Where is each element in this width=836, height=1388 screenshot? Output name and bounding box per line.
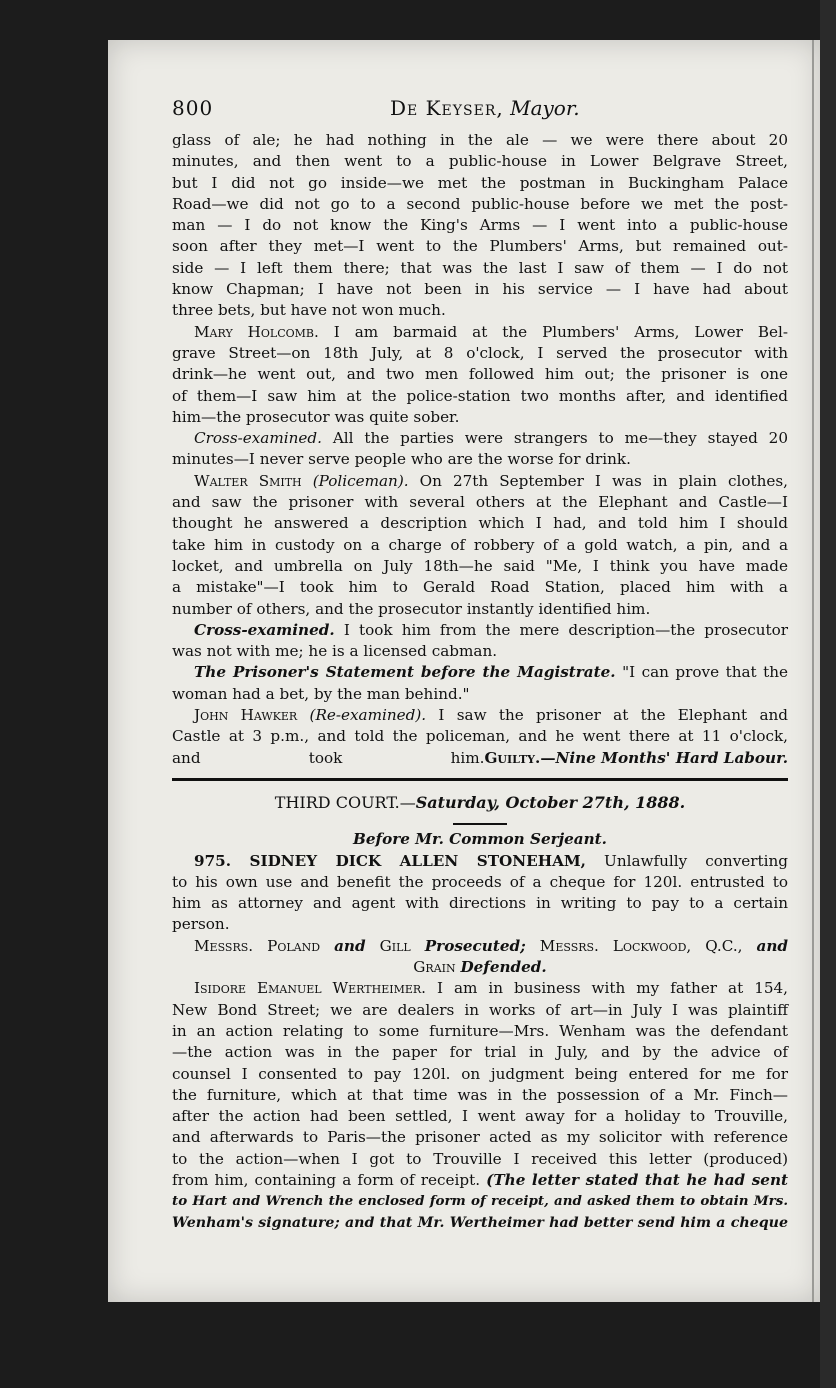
text-line: side — I left them there; that was the last I saw of them — I do not xyxy=(172,258,788,277)
body-text-bottom xyxy=(172,792,788,1234)
text-line: Castle at 3 p.m., and told the policeman, and he went there at 11 o'clock, xyxy=(172,727,788,746)
verdict-sentence: Nine Months' Hard Labour. xyxy=(555,748,788,767)
text-line: drink—he went out, and two men followed him out; the prisoner is one xyxy=(172,365,788,384)
court-heading xyxy=(172,792,788,813)
statement-line xyxy=(172,662,788,683)
verdict-label: Guilty.— xyxy=(484,748,556,767)
text-line: in an action relating to some furniture—Mrs. Wenham was the defendant xyxy=(172,1021,788,1040)
book-spine xyxy=(820,0,836,1388)
text-line: three bets, but have not won much. xyxy=(172,301,446,320)
text-line: grave Street—on 18th July, at 8 o'clock, I served the prosecutor with xyxy=(172,343,788,362)
statement-label: The Prisoner's Statement before the Magistrate. xyxy=(194,663,616,682)
counsel-line xyxy=(172,936,788,957)
text-line: after the action had been settled, I went away for a holiday to Trouville, xyxy=(172,1107,788,1126)
text-fragment: from him, containing a form of receipt. xyxy=(172,1171,481,1190)
text-line: know Chapman; I have not been in his service — I have had about xyxy=(172,280,788,299)
text-line: to his own use and benefit the proceeds of a cheque for 120l. entrusted to xyxy=(172,872,788,891)
witness-line xyxy=(172,322,788,343)
text-line: counsel I consented to pay 120l. on judgment being entered for me for xyxy=(172,1064,788,1083)
witness-line xyxy=(172,705,788,726)
counsel-name: Gill xyxy=(379,936,411,955)
counsel-conjunction: and xyxy=(334,936,366,955)
heading-rule-line xyxy=(172,813,788,829)
text-fragment: "I can prove that the xyxy=(622,663,789,682)
text-line: and afterwards to Paris—the prisoner acted as my solicitor with reference xyxy=(172,1128,788,1147)
text-line: locket, and umbrella on July 18th—he said "Me, I think you have made xyxy=(172,556,788,575)
text-fragment: I saw the prisoner at the Elephant and xyxy=(438,706,789,725)
case-line xyxy=(172,851,788,872)
text-fragment: On 27th September I was in plain clothes, xyxy=(419,471,788,490)
text-line: person. xyxy=(172,915,230,934)
text-line: the furniture, which at that time was in the possession of a Mr. Finch— xyxy=(172,1085,788,1104)
text-line: him—the prosecutor was quite sober. xyxy=(172,407,460,426)
cross-exam-label: Cross-examined. xyxy=(194,620,335,639)
text-line: —the action was in the paper for trial in July, and by the advice of xyxy=(172,1043,788,1062)
italic-line: Wenham's signature; and that Mr. Wertheimer had better send him a cheque xyxy=(172,1214,788,1231)
text-fragment: and took him. xyxy=(172,748,485,767)
text-line: New Bond Street; we are dealers in works of art—in July I was plaintiff xyxy=(172,1000,788,1019)
text-line: minutes, and then went to a public-house in Lower Belgrave Street, xyxy=(172,152,788,171)
counsel-line xyxy=(172,957,788,978)
counsel-conjunction: and xyxy=(756,936,789,955)
cross-exam-line xyxy=(172,428,788,449)
witness-role: (Re-examined). xyxy=(309,706,427,725)
witness-name: Walter Smith xyxy=(194,471,302,490)
cross-exam-line xyxy=(172,620,788,641)
text-fragment: Unlawfully converting xyxy=(604,851,788,870)
text-line: him as attorney and agent with directions in writing to pay to a certain xyxy=(172,894,788,913)
witness-name: John Hawker xyxy=(194,706,298,725)
text-line: number of others, and the prosecutor instantly identified him. xyxy=(172,599,651,618)
text-line: man — I do not know the King's Arms — I went into a public-house xyxy=(172,216,788,235)
court-name: THIRD COURT.— xyxy=(274,793,416,812)
page-edge xyxy=(812,40,814,1302)
running-title xyxy=(390,96,580,120)
running-header xyxy=(172,92,788,122)
text-line: was not with me; he is a licensed cabman. xyxy=(172,642,498,661)
running-title-office: Mayor. xyxy=(510,96,580,120)
text-line: glass of ale; he had nothing in the ale — we were there about 20 xyxy=(172,131,788,149)
text-line: to the action—when I got to Trouville I received this letter (produced) xyxy=(172,1149,788,1168)
text-line: a mistake"—I took him to Gerald Road Station, placed him with a xyxy=(172,578,788,597)
court-date: Saturday, October 27th, 1888. xyxy=(415,793,686,812)
before-judge: Before Mr. Common Serjeant. xyxy=(353,830,607,849)
case-title: 975. SIDNEY DICK ALLEN STONEHAM, xyxy=(194,851,586,870)
witness-role: (Policeman). xyxy=(312,471,409,490)
running-title-name: De Keyser, xyxy=(390,96,504,120)
text-line: woman had a bet, by the man behind." xyxy=(172,684,470,703)
section-divider xyxy=(172,778,788,781)
defended-label: Defended. xyxy=(460,958,547,977)
witness-name: Isidore Emanuel Wertheimer. xyxy=(194,979,426,998)
text-line: soon after they met—I went to the Plumbers' Arms, but remained out- xyxy=(172,237,788,256)
verdict-line xyxy=(172,748,788,769)
text-line: but I did not go inside—we met the postman in Buckingham Palace xyxy=(172,173,788,192)
counsel-name: Messrs. Poland xyxy=(194,936,321,955)
text-line: of them—I saw him at the police-station two months after, and identified xyxy=(172,386,788,405)
text-fragment: All the parties were strangers to me—they stayed 20 xyxy=(332,429,789,448)
heading-rule xyxy=(453,823,507,825)
text-fragment: I am barmaid at the Plumbers' Arms, Lower Bel- xyxy=(333,322,788,341)
text-line: and saw the prisoner with several others at the Elephant and Castle—I xyxy=(172,493,788,512)
page-number: 800 xyxy=(172,96,214,120)
counsel-name: Messrs. Lockwood, Q.C., xyxy=(539,936,743,955)
witness-name: Mary Holcomb. xyxy=(194,322,319,341)
prosecuted-label: Prosecuted; xyxy=(424,936,526,955)
text-fragment: I took him from the mere description—the prosecutor xyxy=(343,620,789,639)
body-text-top xyxy=(172,130,788,769)
counsel-name: Grain xyxy=(413,958,456,977)
italic-line: to Hart and Wrench the enclosed form of receipt, and asked them to obtain Mrs. xyxy=(172,1193,788,1210)
text-line: take him in custody on a charge of robbery of a gold watch, a pin, and a xyxy=(172,535,788,554)
verdict xyxy=(484,748,788,769)
italic-fragment: (The letter stated that he had sent xyxy=(486,1171,789,1190)
witness-line xyxy=(172,471,788,492)
cross-exam-label: Cross-examined. xyxy=(194,429,322,448)
text-fragment: I am in business with my father at 154, xyxy=(436,979,789,998)
text-line: thought he answered a description which I had, and told him I should xyxy=(172,514,788,533)
text-line: minutes—I never serve people who are the worse for drink. xyxy=(172,450,631,469)
text-line: Road—we did not go to a second public-house before we met the post- xyxy=(172,194,788,213)
text-line xyxy=(172,1170,788,1191)
witness-line xyxy=(172,978,788,999)
